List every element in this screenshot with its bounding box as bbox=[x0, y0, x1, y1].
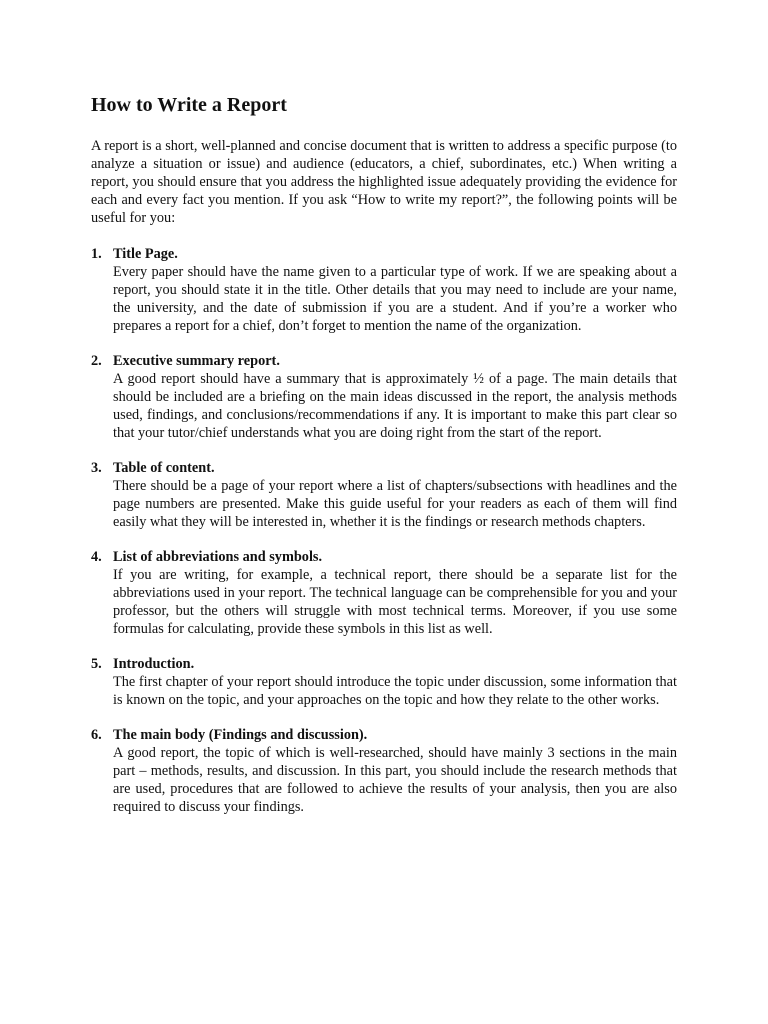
list-item-heading: Table of content. bbox=[113, 460, 215, 476]
list-item-number: 3. bbox=[91, 460, 102, 476]
list-item-body: A good report should have a summary that is approximately ½ of a page. The main details that should be included are a briefing on the main ideas discussed in the report, the analysis methods used, findings, and conclusions/recommendations if any. It is important to make this part clear so that your tutor/chief understands what you are doing right from the start of the report. bbox=[113, 371, 677, 441]
list-item-number: 1. bbox=[91, 246, 102, 262]
list-item-heading: Title Page. bbox=[113, 246, 178, 262]
document-page bbox=[91, 93, 677, 833]
list-item-title-page bbox=[91, 245, 677, 335]
list-item-body: A good report, the topic of which is well-researched, should have mainly 3 sections in the main part – methods, results, and discussion. In this part, you should include the research methods that are used, procedures that are followed to achieve the results of your analysis, then you are also required to discuss your findings. bbox=[113, 745, 677, 815]
list-item-body: The first chapter of your report should introduce the topic under discussion, some information that is known on the topic, and your approaches on the topic and how they relate to the other works. bbox=[113, 674, 677, 708]
list-item-number: 6. bbox=[91, 727, 102, 743]
list-item-heading: List of abbreviations and symbols. bbox=[113, 549, 323, 565]
list-item-number: 2. bbox=[91, 353, 102, 369]
list-item-number: 4. bbox=[91, 549, 102, 565]
list-item-heading: The main body (Findings and discussion). bbox=[113, 727, 368, 743]
list-item-introduction bbox=[91, 655, 677, 709]
intro-paragraph: A report is a short, well-planned and concise document that is written to address a specific purpose (to analyze a situation or issue) and audience (educators, a chief, subordinates, etc.) When writing a report, you should ensure that you address the highlighted issue adequately providing the evidence for each and every fact you mention. If you ask “How to write my report?”, the following points will be useful for you: bbox=[91, 138, 677, 226]
list-item-heading: Introduction. bbox=[113, 656, 195, 672]
list-item-executive-summary bbox=[91, 352, 677, 442]
list-item-body: If you are writing, for example, a technical report, there should be a separate list for the abbreviations used in your report. The technical language can be comprehensible for you and your professor, but the others will struggle with most technical terms. Moreover, if you use some formulas for calculating, provide these symbols in this list as well. bbox=[113, 567, 677, 637]
list-item-main-body bbox=[91, 726, 677, 816]
list-item-body: There should be a page of your report where a list of chapters/subsections with headlines and the page numbers are presented. Make this guide useful for your readers as each of them will find easily what they will be interested in, whether it is the findings or research methods chapters. bbox=[113, 478, 677, 530]
list-item-heading: Executive summary report. bbox=[113, 353, 280, 369]
list-item-abbreviations bbox=[91, 548, 677, 638]
document-title: How to Write a Report bbox=[91, 94, 287, 116]
list-item-table-of-content bbox=[91, 459, 677, 531]
list-item-number: 5. bbox=[91, 656, 102, 672]
list-item-body: Every paper should have the name given to a particular type of work. If we are speaking about a report, you should state it in the title. Other details that you may need to include are your name, the university, and the date of submission if you are a student. And if you’re a worker who prepares a report for a chief, don’t forget to mention the name of the organization. bbox=[113, 264, 677, 334]
